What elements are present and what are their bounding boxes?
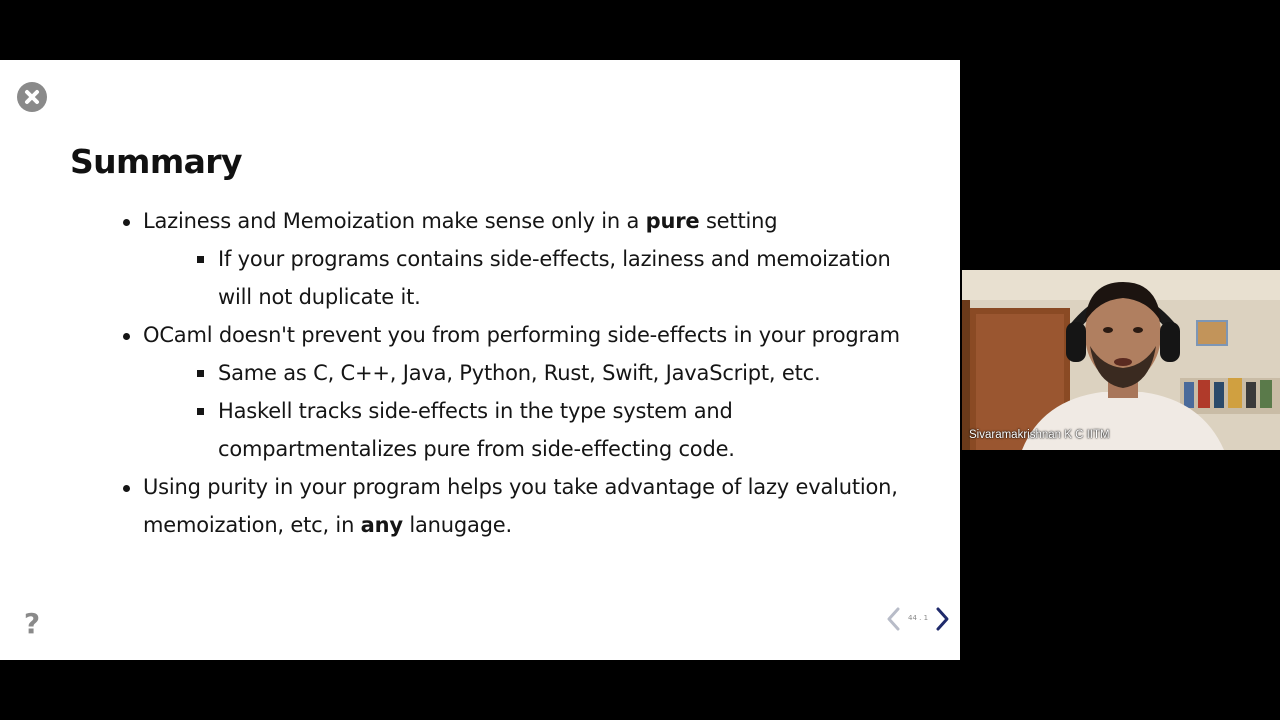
bullet-text-run: lanugage. — [402, 513, 512, 537]
bullet-item — [120, 202, 920, 316]
prev-slide-button[interactable] — [884, 606, 904, 632]
participant-name-label: Sivaramakrishnan K C IITM — [969, 429, 1110, 441]
chevron-left-icon — [884, 606, 904, 632]
slide-navigation — [884, 606, 954, 632]
next-slide-button[interactable] — [932, 606, 952, 632]
help-button[interactable] — [20, 608, 44, 640]
bullet-item — [120, 468, 920, 544]
close-icon — [17, 82, 47, 112]
bullet-text-run: setting — [699, 209, 778, 233]
presentation-slide — [0, 60, 960, 660]
bullet-text — [143, 475, 898, 537]
slide-content — [120, 202, 920, 544]
bullet-text-run: Using purity in your program helps you take advantage of lazy evalution, memoization, etc, in — [143, 475, 898, 537]
sub-bullet-item: Haskell tracks side-effects in the type system and compartmentalizes pure from side-effecting code. — [195, 392, 920, 468]
slide-number: 44 . 1 — [908, 614, 929, 622]
sub-bullet-item: If your programs contains side-effects, laziness and memoization will not duplicate it. — [195, 240, 920, 316]
emphasis-text: any — [360, 513, 403, 537]
chevron-right-icon — [932, 606, 952, 632]
bullet-list — [120, 202, 920, 544]
help-icon: ? — [23, 607, 41, 640]
bottom-black-bar — [0, 660, 1280, 720]
bullet-text-run: OCaml doesn't prevent you from performing side-effects in your program — [143, 323, 900, 347]
bullet-text — [143, 323, 900, 347]
sub-bullet-list — [195, 240, 920, 316]
bullet-text — [143, 209, 777, 233]
close-button[interactable] — [17, 82, 47, 112]
slide-title: Summary — [70, 142, 242, 181]
webcam-video-tile[interactable] — [962, 270, 1280, 450]
emphasis-text: pure — [645, 209, 700, 233]
top-black-bar — [0, 0, 1280, 60]
sub-bullet-item: Same as C, C++, Java, Python, Rust, Swift, JavaScript, etc. — [195, 354, 920, 392]
bullet-text-run: Laziness and Memoization make sense only in a — [143, 209, 646, 233]
sub-bullet-list — [195, 354, 920, 468]
bullet-item — [120, 316, 920, 468]
webcam-video-feed — [962, 270, 1280, 450]
